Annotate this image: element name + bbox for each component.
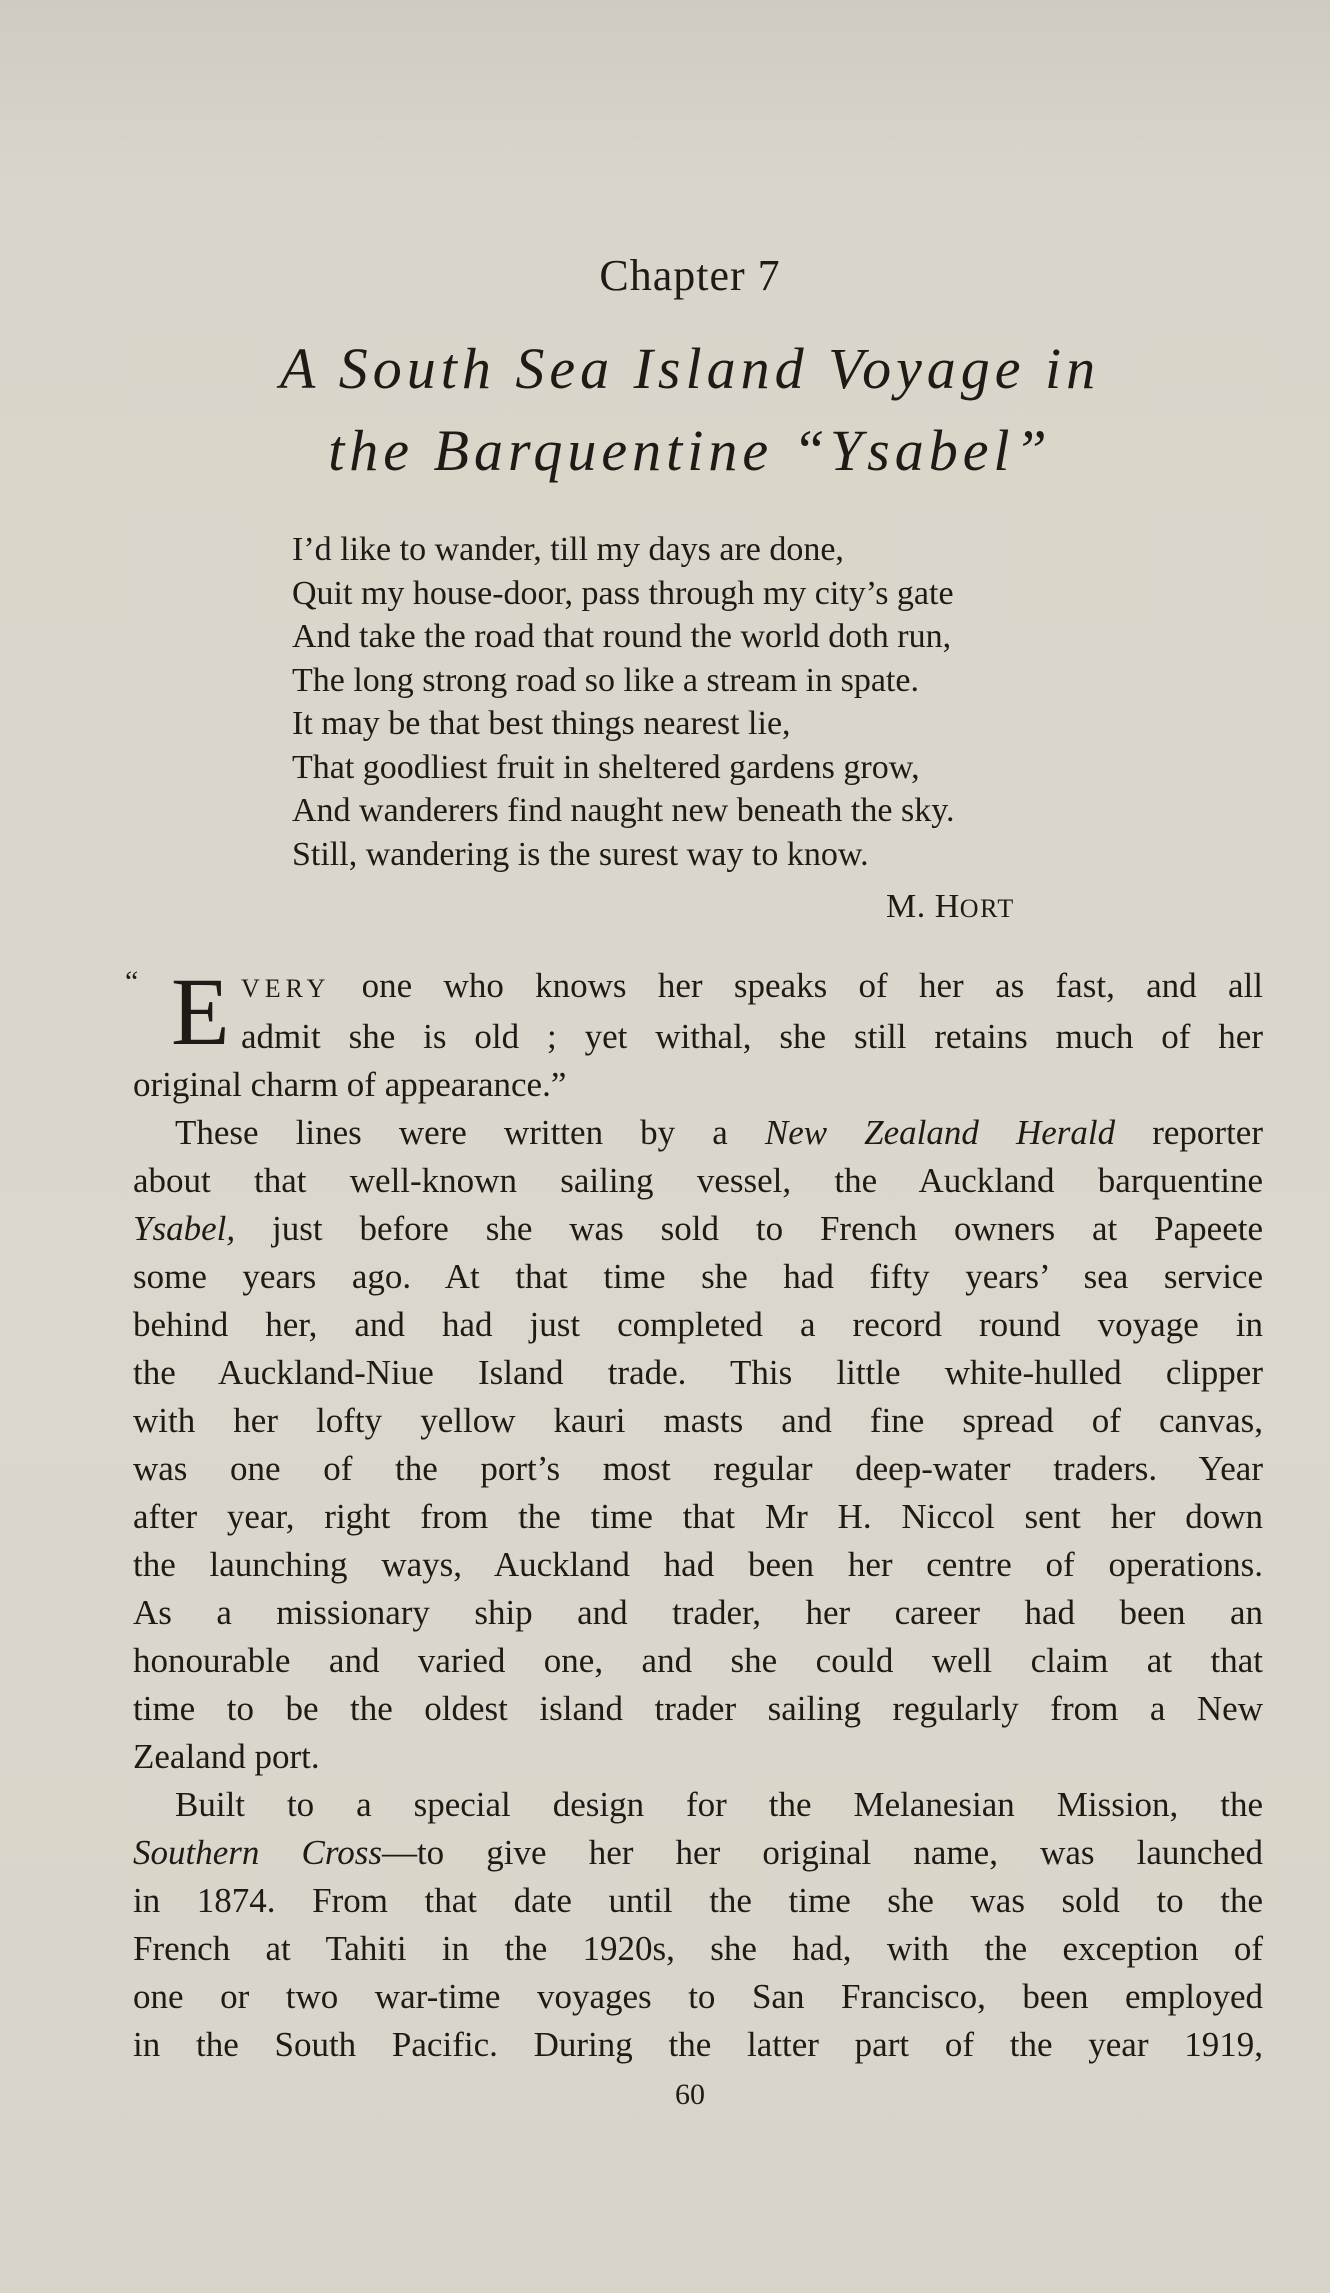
epigraph-poem [292,528,1152,876]
paragraph-line: after year, right from the time that Mr H. Niccol sent her down [133,1497,1263,1536]
epigraph-attribution [886,888,1015,926]
poem-line: That goodliest fruit in sheltered gardens grow, [292,748,920,786]
poem-line: And wanderers find naught new beneath the sky. [292,792,955,829]
paragraph-line: with her lofty yellow kauri masts and fine spread of canvas, [133,1401,1263,1440]
chapter-title [0,328,1330,492]
paragraph-line: French at Tahiti in the 1920s, she had, with the exception of [133,1929,1263,1968]
small-caps-word: VERY [241,974,331,1003]
paragraph-line: original charm of appearance.” [133,1065,567,1104]
paragraph-line: admit she is old ; yet withal, she still retains much of her [241,1017,1263,1056]
chapter-title-line-2: the Barquentine “Ysabel” [328,418,1052,483]
chapter-number: Chapter 7 [599,251,781,300]
paragraph-line [241,962,1263,1013]
paragraph-line: Zealand port. [133,1737,320,1776]
drop-cap-letter: E [171,958,230,1065]
ship-name: Ysabel, [133,1209,236,1248]
paragraph-line: the Auckland-Niue Island trade. This little white-hulled clipper [133,1353,1263,1392]
poem-line: It may be that best things nearest lie, [292,705,791,742]
paragraph-line: one or two war-time voyages to San Francisco, been employed [133,1977,1263,2016]
page-number: 60 [675,2078,705,2111]
attribution-initial: M. H [886,888,960,925]
text-run: one who knows her speaks of her as fast, and all [330,966,1263,1005]
paragraph-line: in 1874. From that date until the time she was sold to the [133,1881,1263,1920]
paragraph-line: the launching ways, Auckland had been her centre of operations. [133,1545,1263,1584]
poem-line: And take the road that round the world doth run, [292,618,952,655]
attribution-small-caps: ORT [959,894,1015,923]
paragraph-line: about that well-known sailing vessel, the Auckland barquentine [133,1161,1263,1200]
poem-line: The long strong road so like a stream in spate. [292,661,919,699]
paragraph-line [133,1829,1263,1877]
poem-line: Quit my house-door, pass through my city’s gate [292,574,954,612]
paragraph-2 [133,1109,1263,1781]
ship-name: Southern Cross [133,1833,382,1872]
paragraph-line: time to be the oldest island trader sailing regularly from a New [133,1689,1263,1728]
chapter-title-line-1: A South Sea Island Voyage in [279,336,1101,401]
paragraph-line: some years ago. At that time she had fifty years’ sea service [133,1257,1263,1296]
paragraph-3 [133,1781,1263,2069]
paragraph-line [133,1205,1263,1253]
text-run: —to give her her original name, was launched [381,1833,1263,1872]
paragraph-line: As a missionary ship and trader, her career had been an [133,1593,1263,1632]
paragraph-line: behind her, and had just completed a record round voyage in [133,1305,1263,1344]
text-run: just before she was sold to French owners at Papeete [235,1209,1263,1248]
text-run: These lines were written by a [175,1113,765,1152]
paragraph-line: Built to a special design for the Melanesian Mission, the [175,1785,1263,1824]
paragraph-line [133,1109,1263,1157]
poem-line: I’d like to wander, till my days are done, [292,531,844,568]
paragraph-line: was one of the port’s most regular deep-water traders. Year [133,1449,1263,1488]
paragraph-line: in the South Pacific. During the latter part of the year 1919, [133,2025,1263,2064]
body-text [125,958,1263,2069]
poem-line: Still, wandering is the surest way to know. [292,835,869,873]
newspaper-title: New Zealand Herald [764,1113,1116,1152]
opening-quote-mark: “ [125,965,139,998]
text-run: reporter [1115,1113,1263,1152]
paragraph-line: honourable and varied one, and she could well claim at that [133,1641,1263,1680]
opening-paragraph [125,958,1263,1109]
